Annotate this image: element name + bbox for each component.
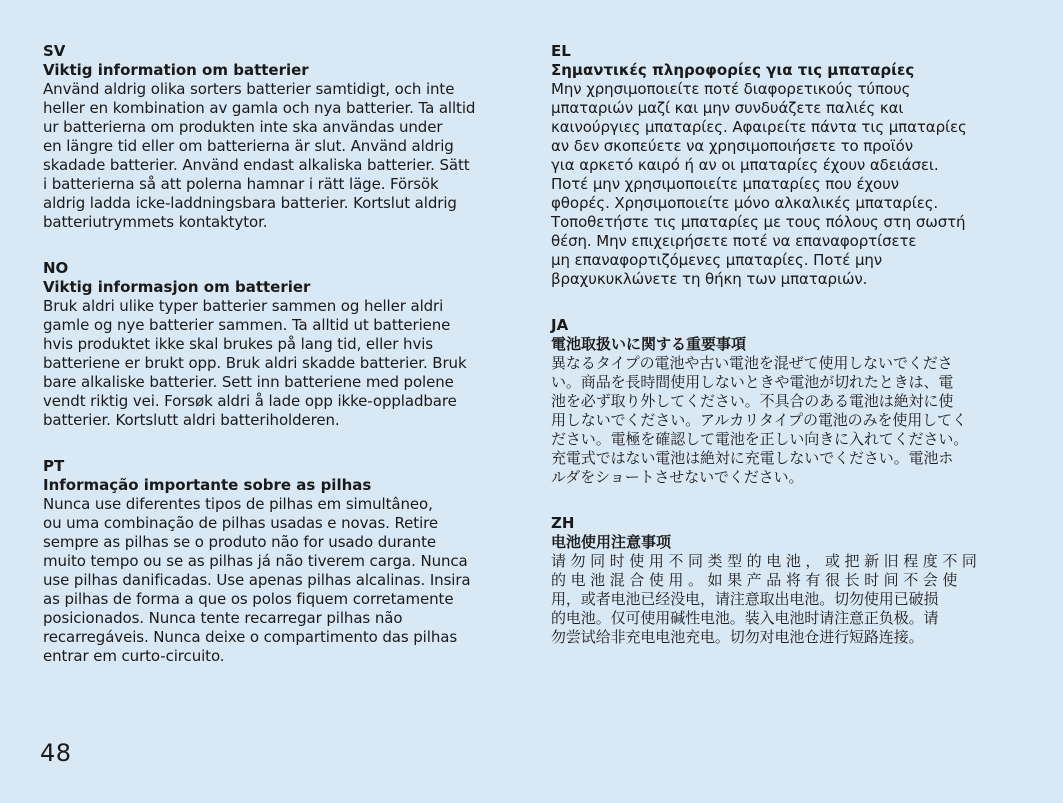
language-code: PT <box>43 457 65 475</box>
body-line: bare alkaliske batterier. Sett inn batteriene med polene <box>43 373 454 391</box>
body-line: θέση. Μην επιχειρήσετε ποτέ να επαναφορτίσετε <box>551 232 917 250</box>
section-ja <box>551 316 1029 487</box>
body-line: 充電式ではない電池は絶対に充電しないでください。電池ホ <box>551 449 954 467</box>
right-column <box>551 42 1029 674</box>
body-line: φθορές. Χρησιμοποιείτε μόνο αλκαλικές μπαταρίες. <box>551 194 939 212</box>
body-line: Μην χρησιμοποιείτε ποτέ διαφορετικούς τύπους <box>551 80 911 98</box>
body-line: 異なるタイプの電池や古い電池を混ぜて使用しないでくださ <box>551 354 953 372</box>
language-code: ZH <box>551 514 575 532</box>
body-line: heller en kombination av gamla och nya batterier. Ta alltid <box>43 99 476 117</box>
body-line: posicionados. Nunca tente recarregar pilhas não <box>43 609 403 627</box>
section-zh <box>551 514 1029 647</box>
body-line: 池を必ず取り外してください。不具合のある電池は絶対に使 <box>551 392 954 410</box>
section-heading: Viktig informasjon om batterier <box>43 278 311 296</box>
body-line: για αρκετό καιρό ή αν οι μπαταρίες έχουν αδειάσει. <box>551 156 939 174</box>
section-heading: 電池取扱いに関する重要事項 <box>551 335 747 353</box>
body-line: Använd aldrig olika sorters batterier samtidigt, och inte <box>43 80 455 98</box>
body-line: 用しないでください。アルカリタイプの電池のみを使用してく <box>551 411 967 429</box>
body-line: sempre as pilhas se o produto não for usado durante <box>43 533 436 551</box>
body-line: βραχυκυκλώνετε τη θήκη των μπαταριών. <box>551 270 868 288</box>
body-line: use pilhas danificadas. Use apenas pilhas alcalinas. Insira <box>43 571 471 589</box>
body-line: en längre tid eller om batterierna är slut. Använd aldrig <box>43 137 454 155</box>
body-line: μπαταριών μαζί και μην συνδυάζετε παλιές και <box>551 99 904 117</box>
language-code: NO <box>43 259 69 277</box>
body-line: ou uma combinação de pilhas usadas e novas. Retire <box>43 514 438 532</box>
body-line: Bruk aldri ulike typer batterier sammen og heller aldri <box>43 297 444 315</box>
language-code: SV <box>43 42 66 60</box>
section-el <box>551 42 1029 289</box>
body-line: 的电池。仅可使用碱性电池。装入电池时请注意正负极。请 <box>551 609 939 627</box>
body-line: muito tempo ou se as pilhas já não tiverem carga. Nunca <box>43 552 468 570</box>
body-line: καινούργιες μπαταρίες. Αφαιρείτε πάντα τις μπαταρίες <box>551 118 967 136</box>
body-line: recarregáveis. Nunca deixe o compartimento das pilhas <box>43 628 458 646</box>
body-line: 的 电 池 混 合 使 用 。 如 果 产 品 将 有 很 长 时 间 不 会 使 <box>551 571 958 589</box>
language-code: EL <box>551 42 571 60</box>
section-heading: Informação importante sobre as pilhas <box>43 476 372 494</box>
body-line: Nunca use diferentes tipos de pilhas em simultâneo, <box>43 495 433 513</box>
body-line: as pilhas de forma a que os polos fiquem corretamente <box>43 590 454 608</box>
body-line: い。商品を長時間使用しないときや電池が切れたときは、電 <box>551 373 954 391</box>
body-line: 勿尝试给非充电电池充电。切勿对电池仓进行短路连接。 <box>551 628 924 646</box>
section-pt <box>43 457 521 666</box>
body-line: gamle og nye batterier sammen. Ta alltid ut batteriene <box>43 316 451 334</box>
body-line: aldrig ladda icke-laddningsbara batterier. Kortslut aldrig <box>43 194 457 212</box>
language-code: JA <box>551 316 569 334</box>
page-number: 48 <box>40 739 72 767</box>
section-no <box>43 259 521 430</box>
body-line: μη επαναφορτιζόμενες μπαταρίες. Ποτέ μην <box>551 251 883 269</box>
body-line: ur batterierna om produkten inte ska användas under <box>43 118 443 136</box>
section-heading: Viktig information om batterier <box>43 61 309 79</box>
body-line: 请 勿 同 时 使 用 不 同 类 型 的 电 池 ， 或 把 新 旧 程 度 不 同 <box>551 552 977 570</box>
body-line: batteriene er brukt opp. Bruk aldri skadde batterier. Bruk <box>43 354 467 372</box>
body-line: ルダをショートさせないでください。 <box>551 468 804 486</box>
body-line: 用，或者电池已经没电，请注意取出电池。切勿使用已破损 <box>551 590 939 608</box>
body-line: i batterierna så att polerna hamnar i rätt läge. Försök <box>43 175 439 193</box>
body-line: batteriutrymmets kontaktytor. <box>43 213 268 231</box>
section-heading: Σημαντικές πληροφορίες για τις μπαταρίες <box>551 61 915 79</box>
body-line: vendt riktig vei. Forsøk aldri å lade opp ikke-oppladbare <box>43 392 457 410</box>
body-line: hvis produktet ikke skal brukes på lang tid, eller hvis <box>43 335 434 353</box>
body-line: αν δεν σκοπεύετε να χρησιμοποιήσετε το προϊόν <box>551 137 914 155</box>
body-line: ださい。電極を確認して電池を正しい向きに入れてください。 <box>551 430 969 448</box>
left-column <box>43 42 521 693</box>
body-line: skadade batterier. Använd endast alkaliska batterier. Sätt <box>43 156 470 174</box>
body-line: batterier. Kortslutt aldri batteriholderen. <box>43 411 340 429</box>
body-line: entrar em curto-circuito. <box>43 647 225 665</box>
section-sv <box>43 42 521 232</box>
section-heading: 电池使用注意事项 <box>551 533 672 551</box>
body-line: Ποτέ μην χρησιμοποιείτε μπαταρίες που έχουν <box>551 175 899 193</box>
body-line: Τοποθετήστε τις μπαταρίες με τους πόλους στη σωστή <box>551 213 966 231</box>
